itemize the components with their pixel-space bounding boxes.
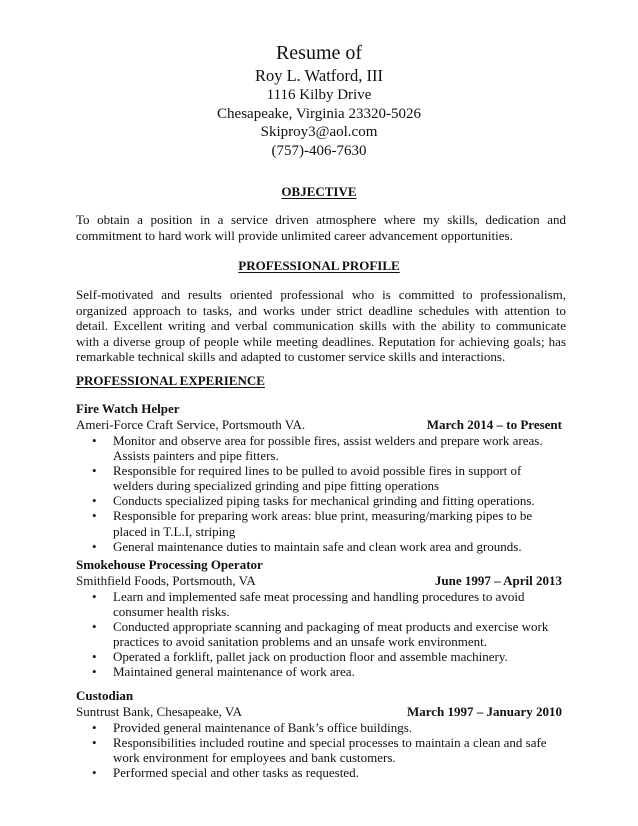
job-employer-row bbox=[76, 573, 562, 589]
job-dates: March 2014 – to Present bbox=[426, 417, 562, 432]
objective-text: To obtain a position in a service driven atmosphere where my skills, dedication and commitment to hard work will provide unlimited career advancement opportunities. bbox=[76, 212, 566, 243]
job-entry-smokehouse bbox=[76, 557, 562, 680]
job-title: Fire Watch Helper bbox=[76, 401, 180, 416]
bullet-icon: • bbox=[92, 720, 97, 735]
objective-heading: OBJECTIVE bbox=[281, 184, 357, 199]
resume-header bbox=[0, 41, 638, 160]
bullet-icon: • bbox=[92, 463, 97, 479]
list-item: • Responsible for preparing work areas: blue print, measuring/marking pipes to be placed in T.L.I, striping bbox=[92, 508, 533, 539]
bullet-icon: • bbox=[92, 649, 97, 665]
job-bullet-list bbox=[76, 433, 562, 554]
list-item: • Responsibilities included routine and special processes to maintain a clean and safe work environment for employees and bank customers. bbox=[92, 735, 547, 766]
bullet-icon: • bbox=[92, 735, 97, 751]
profile-heading: PROFESSIONAL PROFILE bbox=[238, 258, 400, 273]
list-item: • Provided general maintenance of Bank’s office buildings. bbox=[92, 720, 413, 735]
job-title: Custodian bbox=[76, 688, 134, 703]
list-item: • Conducts specialized piping tasks for mechanical grinding and fitting operations. bbox=[92, 493, 535, 509]
bullet-icon: • bbox=[92, 619, 97, 635]
bullet-icon: • bbox=[92, 765, 97, 781]
list-item: • Performed special and other tasks as requested. bbox=[92, 765, 359, 781]
list-item: • Monitor and observe area for possible fires, assist welders and prepare work areas. Assists painters and pipe fitters. bbox=[92, 433, 543, 464]
job-employer-row bbox=[76, 417, 562, 433]
list-item: • Maintained general maintenance of work area. bbox=[92, 664, 355, 680]
job-employer: Smithfield Foods, Portsmouth, VA bbox=[76, 573, 256, 588]
job-employer-row bbox=[76, 704, 562, 720]
job-title: Smokehouse Processing Operator bbox=[76, 557, 263, 572]
bullet-icon: • bbox=[92, 538, 97, 554]
job-bullet-list bbox=[76, 720, 562, 780]
list-item: • General maintenance duties to maintain safe and clean work area and grounds. bbox=[92, 538, 522, 554]
bullet-icon: • bbox=[92, 508, 97, 524]
address-line-2: Chesapeake, Virginia 23320-5026 bbox=[217, 105, 421, 122]
experience-heading: PROFESSIONAL EXPERIENCE bbox=[76, 373, 265, 388]
bullet-icon: • bbox=[92, 493, 97, 509]
job-employer: Ameri-Force Craft Service, Portsmouth VA. bbox=[76, 417, 306, 432]
job-dates: June 1997 – April 2013 bbox=[434, 573, 562, 588]
list-item: • Learn and implemented safe meat processing and handling procedures to avoid consumer health risks. bbox=[92, 589, 525, 620]
bullet-icon: • bbox=[92, 589, 97, 604]
email-address: Skiproy3@aol.com bbox=[260, 124, 378, 140]
list-item: • Conducted appropriate scanning and packaging of meat products and exercise work practices to avoid sanitation problems and an unsafe work environment. bbox=[92, 619, 549, 650]
job-employer: Suntrust Bank, Chesapeake, VA bbox=[76, 704, 242, 719]
job-entry-custodian bbox=[76, 688, 562, 780]
list-item: • Responsible for required lines to be pulled to avoid possible fires in support of welders during specialized grinding and pipe fitting operations bbox=[92, 463, 522, 494]
job-entry-fire-watch bbox=[76, 401, 562, 554]
phone-number: (757)-406-7630 bbox=[271, 142, 367, 159]
applicant-name: Roy L. Watford, III bbox=[254, 66, 384, 85]
job-bullet-list bbox=[76, 589, 562, 680]
bullet-icon: • bbox=[92, 664, 97, 680]
bullet-icon: • bbox=[92, 433, 97, 448]
job-dates: March 1997 – January 2010 bbox=[406, 704, 562, 719]
resume-title: Resume of bbox=[275, 42, 363, 64]
profile-text: Self-motivated and results oriented professional who is committed to professionalism, organized approach to tasks, and works under strict deadline schedules with attention to detail. Excellent writing and verbal communication skills with the ability to communicate with a diverse group of people while meeting deadlines. Reputation for achieving goals; has remarkable technical skills and adapted to customer service skills and interactions. bbox=[76, 287, 566, 365]
list-item: • Operated a forklift, pallet jack on production floor and assemble machinery. bbox=[92, 649, 508, 665]
address-line-1: 1116 Kilby Drive bbox=[266, 87, 372, 103]
